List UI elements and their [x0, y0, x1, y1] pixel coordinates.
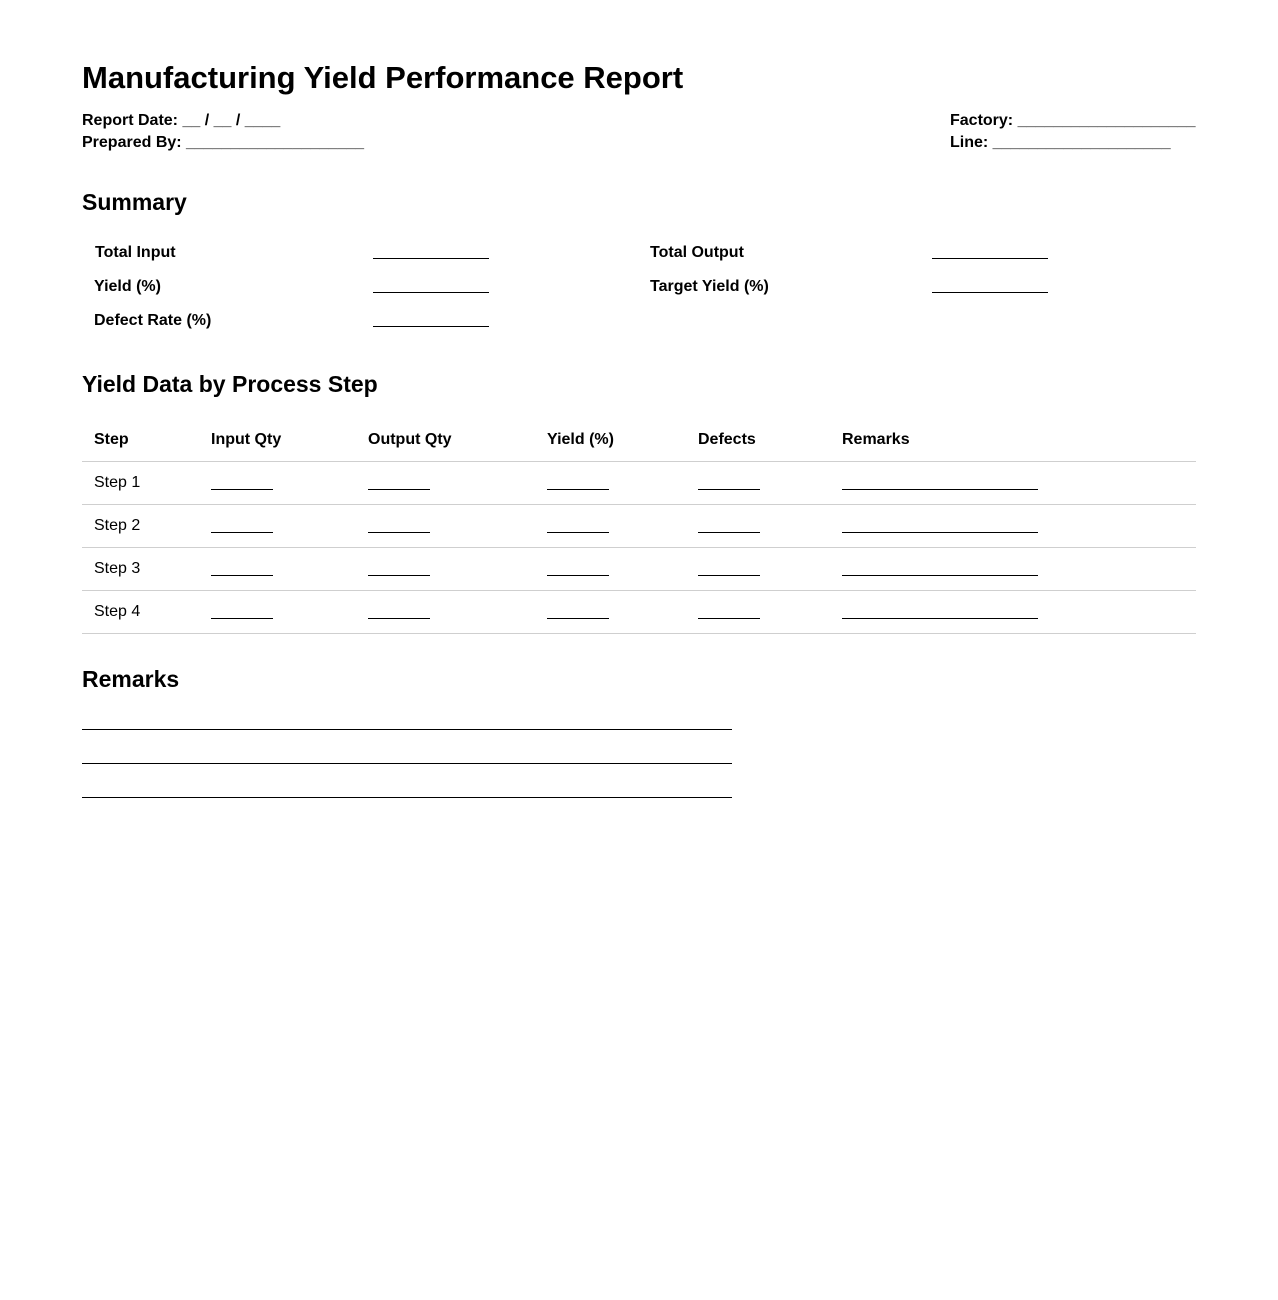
yield-data-table [82, 418, 1196, 634]
input-qty-cell [211, 548, 368, 591]
defects-cell [698, 591, 842, 634]
output-qty-cell [368, 591, 547, 634]
yield-field[interactable] [373, 292, 489, 293]
yield-field[interactable] [547, 475, 609, 490]
defect-rate-label: Defect Rate (%) [94, 312, 212, 329]
remarks-line-3[interactable] [82, 797, 732, 798]
output-qty-field[interactable] [368, 561, 430, 576]
defects-field[interactable] [698, 604, 760, 619]
output-qty-cell [368, 548, 547, 591]
total-output-label: Total Output [650, 244, 744, 261]
prepared-by-field[interactable]: Prepared By: ____________________ [82, 134, 365, 151]
report-date-field[interactable]: Report Date: __ / __ / ____ [82, 112, 281, 129]
input-qty-field[interactable] [211, 561, 273, 576]
remarks-field[interactable] [842, 561, 1038, 576]
target-yield-field[interactable] [932, 292, 1048, 293]
table-header-row [82, 418, 1196, 462]
yield-cell [547, 505, 698, 548]
input-qty-cell [211, 462, 368, 505]
step-cell: Step 1 [82, 462, 211, 505]
step-cell: Step 2 [82, 505, 211, 548]
line-field[interactable]: Line: ____________________ [950, 134, 1171, 151]
remarks-cell [842, 462, 1196, 505]
remarks-field[interactable] [842, 518, 1038, 533]
input-qty-cell [211, 505, 368, 548]
remarks-field[interactable] [842, 604, 1038, 619]
step-cell: Step 4 [82, 591, 211, 634]
table-row [82, 505, 1196, 548]
column-header-remarks: Remarks [842, 418, 1196, 462]
yield-label: Yield (%) [94, 278, 161, 295]
defects-cell [698, 548, 842, 591]
output-qty-field[interactable] [368, 475, 430, 490]
input-qty-field[interactable] [211, 475, 273, 490]
meta-right [950, 110, 1196, 154]
output-qty-field[interactable] [368, 604, 430, 619]
remarks-field[interactable] [842, 475, 1038, 490]
column-header-defects: Defects [698, 418, 842, 462]
remarks-cell [842, 591, 1196, 634]
total-output-field[interactable] [932, 258, 1048, 259]
table-row [82, 462, 1196, 505]
remarks-cell [842, 505, 1196, 548]
column-header-input-qty: Input Qty [211, 418, 368, 462]
remarks-cell [842, 548, 1196, 591]
summary-heading: Summary [82, 189, 187, 215]
total-input-label: Total Input [95, 244, 176, 261]
yield-cell [547, 591, 698, 634]
step-cell: Step 3 [82, 548, 211, 591]
defect-rate-field[interactable] [373, 326, 489, 327]
page-title: Manufacturing Yield Performance Report [82, 60, 684, 95]
yield-cell [547, 548, 698, 591]
meta-left [82, 110, 364, 154]
yield-data-heading: Yield Data by Process Step [82, 371, 378, 397]
column-header-step: Step [82, 418, 211, 462]
factory-field[interactable]: Factory: ____________________ [950, 112, 1196, 129]
defects-cell [698, 505, 842, 548]
input-qty-field[interactable] [211, 604, 273, 619]
defects-field[interactable] [698, 561, 760, 576]
output-qty-field[interactable] [368, 518, 430, 533]
remarks-line-1[interactable] [82, 729, 732, 730]
total-input-field[interactable] [373, 258, 489, 259]
input-qty-cell [211, 591, 368, 634]
yield-cell [547, 462, 698, 505]
defects-field[interactable] [698, 475, 760, 490]
yield-field[interactable] [547, 561, 609, 576]
output-qty-cell [368, 462, 547, 505]
defects-field[interactable] [698, 518, 760, 533]
yield-field[interactable] [547, 518, 609, 533]
column-header-output-qty: Output Qty [368, 418, 547, 462]
yield-field[interactable] [547, 604, 609, 619]
output-qty-cell [368, 505, 547, 548]
column-header-yield: Yield (%) [547, 418, 698, 462]
table-row [82, 548, 1196, 591]
table-row [82, 591, 1196, 634]
defects-cell [698, 462, 842, 505]
input-qty-field[interactable] [211, 518, 273, 533]
remarks-heading: Remarks [82, 666, 180, 692]
remarks-line-2[interactable] [82, 763, 732, 764]
target-yield-label: Target Yield (%) [650, 278, 769, 295]
